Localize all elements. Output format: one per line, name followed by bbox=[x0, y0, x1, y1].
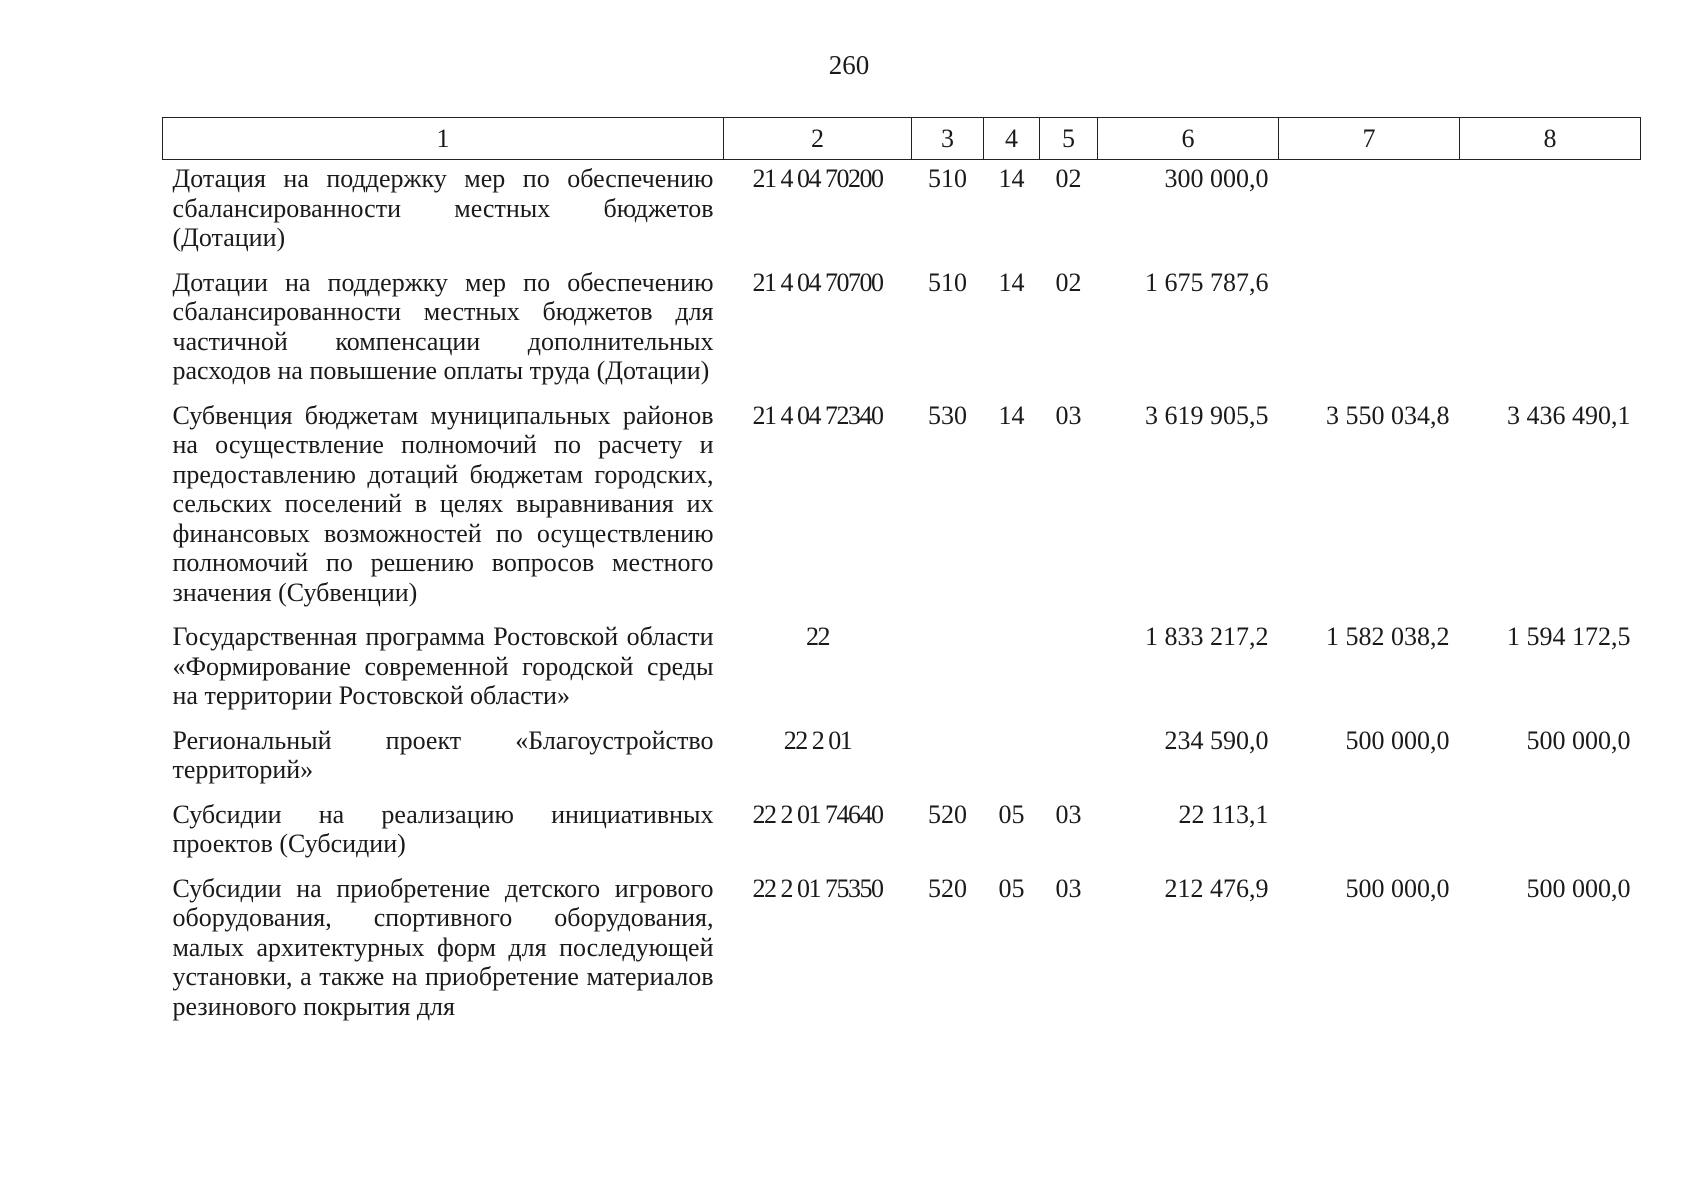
column-number-row bbox=[163, 118, 1641, 160]
row-amount-col6: 3 619 905,5 bbox=[1145, 400, 1269, 430]
row-expense-type: 520 bbox=[928, 873, 967, 903]
row-amount-col6: 1 833 217,2 bbox=[1145, 622, 1269, 651]
row-target-code: 22 2 01 74640 bbox=[752, 799, 883, 829]
column-header: 7 bbox=[1279, 118, 1460, 160]
row-amount-col7: 500 000,0 bbox=[1345, 873, 1450, 903]
row-amount-col8: 500 000,0 bbox=[1526, 725, 1631, 755]
row-target-code: 21 4 04 70700 bbox=[752, 267, 883, 297]
row-amount-col7 bbox=[1279, 160, 1460, 264]
column-header: 5 bbox=[1040, 118, 1098, 160]
row-amount-col6: 234 590,0 bbox=[1164, 725, 1269, 755]
row-section: 05 bbox=[998, 799, 1025, 829]
row-amount-col6: 300 000,0 bbox=[1164, 164, 1269, 193]
row-amount-col6: 212 476,9 bbox=[1164, 873, 1269, 903]
row-section: 05 bbox=[998, 873, 1025, 903]
row-section: 14 bbox=[998, 267, 1025, 297]
row-section: 14 bbox=[998, 400, 1025, 430]
table-row bbox=[163, 160, 1641, 264]
row-amount-col6: 1 675 787,6 bbox=[1145, 267, 1269, 297]
row-description: Дотация на поддержку мер по обеспечению сбалансированности местных бюджетов (Дотации) bbox=[172, 164, 714, 252]
row-subsection bbox=[1040, 618, 1098, 722]
row-section bbox=[984, 722, 1040, 796]
row-expense-type: 530 bbox=[928, 400, 967, 430]
row-description: Субсидии на приобретение детского игрового оборудования, спортивного оборудования, малых архитектурных форм для последующей установки, а также на приобретение материалов резинового покрытия для bbox=[172, 873, 714, 1021]
column-header: 1 bbox=[163, 118, 724, 160]
row-amount-col8: 500 000,0 bbox=[1526, 873, 1631, 903]
row-amount-col7 bbox=[1279, 264, 1460, 397]
row-subsection: 03 bbox=[1055, 873, 1082, 903]
table-row bbox=[163, 722, 1641, 796]
table-row bbox=[163, 397, 1641, 619]
row-expense-type bbox=[912, 618, 984, 722]
column-header: 2 bbox=[724, 118, 912, 160]
column-header: 4 bbox=[984, 118, 1040, 160]
row-target-code: 22 2 01 75350 bbox=[752, 873, 883, 903]
page-number: 260 bbox=[828, 50, 870, 80]
column-header: 3 bbox=[912, 118, 984, 160]
row-subsection: 03 bbox=[1055, 400, 1082, 430]
row-amount-col8: 1 594 172,5 bbox=[1507, 622, 1631, 651]
row-description: Региональный проект «Благоустройство территорий» bbox=[172, 725, 714, 784]
table-row bbox=[163, 796, 1641, 870]
row-expense-type: 510 bbox=[928, 164, 967, 193]
row-amount-col8 bbox=[1460, 264, 1641, 397]
row-amount-col7: 500 000,0 bbox=[1345, 725, 1450, 755]
row-description: Субсидии на реализацию инициативных проектов (Субсидии) bbox=[172, 799, 714, 858]
column-header: 8 bbox=[1460, 118, 1641, 160]
row-amount-col8 bbox=[1460, 160, 1641, 264]
row-description: Субвенция бюджетам муниципальных районов на осуществление полномочий по расчету и предоставлению дотаций бюджетам городских, сельских поселений в целях выравнивания их финансовых возможностей по осуществлению полномочий по решению вопросов местного значения (Субвенции) bbox=[172, 400, 714, 607]
budget-table bbox=[162, 117, 1641, 1032]
row-amount-col6: 22 113,1 bbox=[1178, 799, 1269, 829]
row-subsection: 03 bbox=[1055, 799, 1082, 829]
row-target-code: 22 bbox=[806, 622, 829, 651]
row-description: Государственная программа Ростовской области «Формирование современной городской среды на территории Ростовской области» bbox=[172, 622, 714, 710]
row-target-code: 22 2 01 bbox=[783, 725, 852, 755]
row-description: Дотации на поддержку мер по обеспечению сбалансированности местных бюджетов для частичной компенсации дополнительных расходов на повышение оплаты труда (Дотации) bbox=[172, 267, 714, 385]
row-amount-col7: 1 582 038,2 bbox=[1326, 622, 1450, 651]
row-target-code: 21 4 04 72340 bbox=[752, 400, 883, 430]
table-row bbox=[163, 618, 1641, 722]
row-expense-type bbox=[912, 722, 984, 796]
row-subsection bbox=[1040, 722, 1098, 796]
row-section bbox=[984, 618, 1040, 722]
row-subsection: 02 bbox=[1055, 267, 1082, 297]
row-expense-type: 510 bbox=[928, 267, 967, 297]
row-expense-type: 520 bbox=[928, 799, 967, 829]
row-amount-col8 bbox=[1460, 796, 1641, 870]
row-amount-col7: 3 550 034,8 bbox=[1326, 400, 1450, 430]
row-section: 14 bbox=[998, 164, 1025, 193]
column-header: 6 bbox=[1098, 118, 1279, 160]
row-subsection: 02 bbox=[1055, 164, 1082, 193]
row-amount-col7 bbox=[1279, 796, 1460, 870]
row-amount-col8: 3 436 490,1 bbox=[1507, 400, 1631, 430]
row-target-code: 21 4 04 70200 bbox=[752, 164, 883, 193]
table-row bbox=[163, 264, 1641, 397]
table-row bbox=[163, 870, 1641, 1033]
